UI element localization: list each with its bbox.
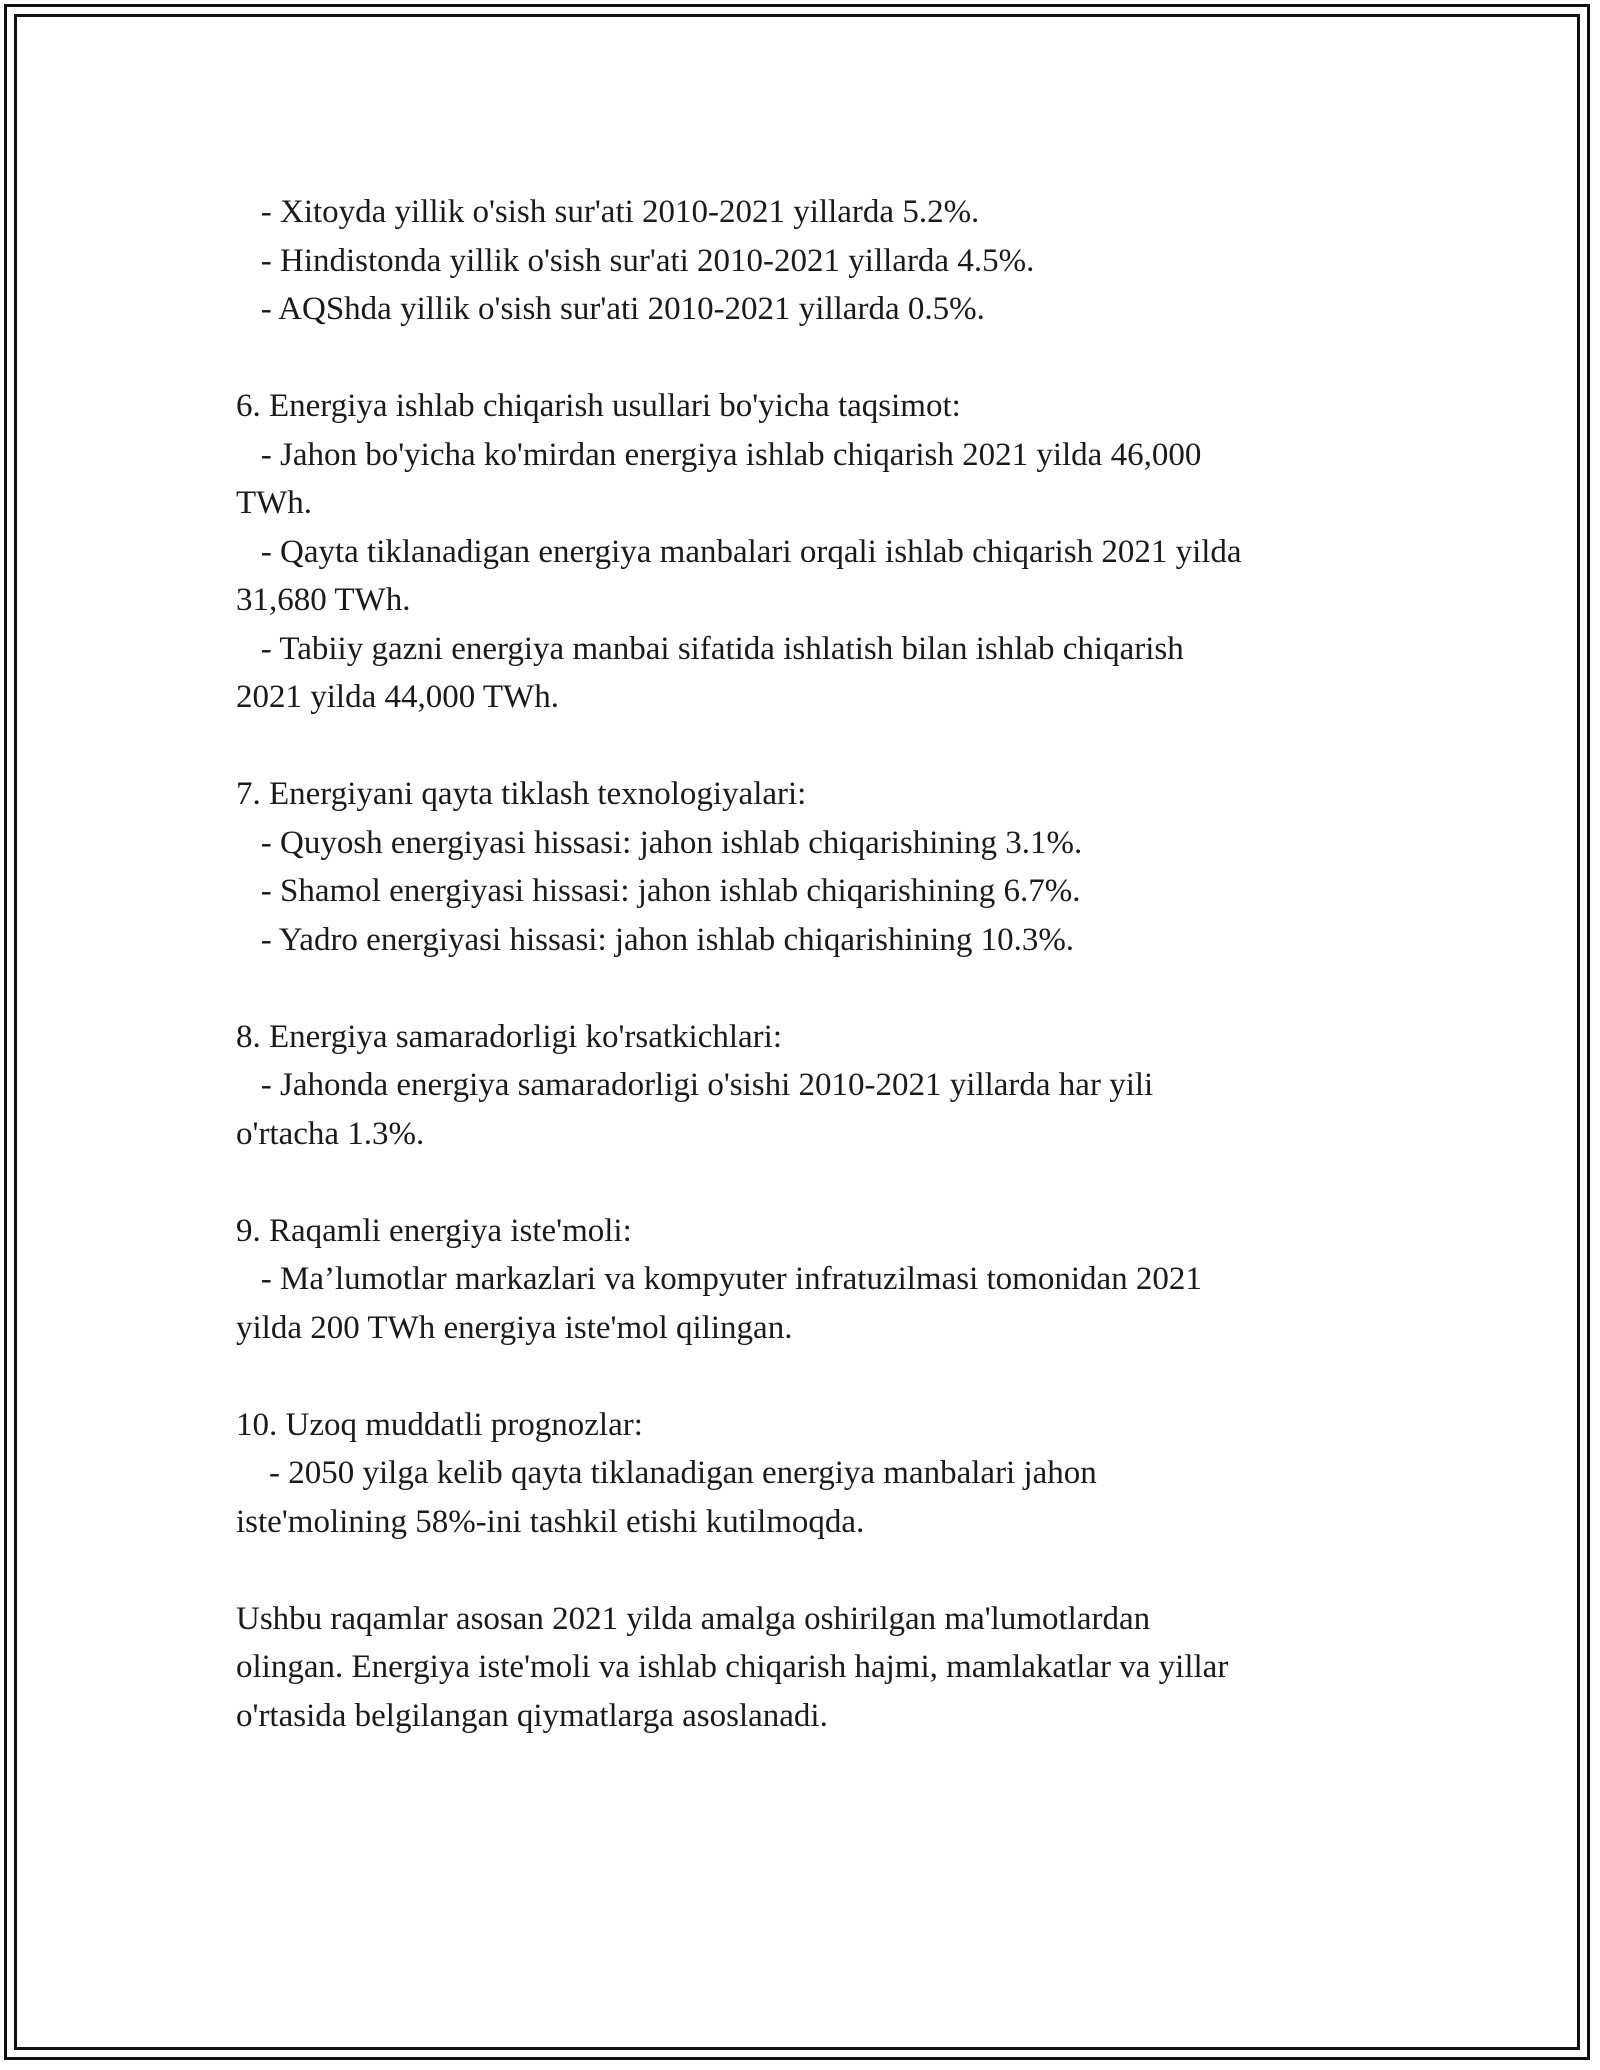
list-item: - Jahonda energiya samaradorligi o'sishi 2010-2021 yillarda har yili <box>236 1067 1154 1103</box>
list-item-continuation: iste'molining 58%-ini tashkil etishi kutilmoqda. <box>236 1503 865 1540</box>
list-item-continuation: TWh. <box>236 485 313 521</box>
document-body <box>236 188 1366 1740</box>
paragraph-gap <box>236 1352 1366 1401</box>
paragraph-gap <box>236 334 1366 383</box>
list-item: - Quyosh energiyasi hissasi: jahon ishlab chiqarishining 3.1%. <box>236 824 1083 861</box>
list-item: - Qayta tiklanadigan energiya manbalari orqali ishlab chiqarish 2021 yilda <box>236 533 1242 570</box>
paragraph-line: Ushbu raqamlar asosan 2021 yilda amalga oshirilgan ma'lumotlardan <box>236 1600 1151 1637</box>
list-item: - Yadro energiyasi hissasi: jahon ishlab chiqarishining 10.3%. <box>236 921 1075 958</box>
list-item: - Hindistonda yillik o'sish sur'ati 2010-2021 yillarda 4.5%. <box>236 242 1035 279</box>
paragraph-gap <box>236 964 1366 1013</box>
list-item: - Shamol energiyasi hissasi: jahon ishlab chiqarishining 6.7%. <box>236 873 1081 909</box>
list-item-continuation: yilda 200 TWh energiya iste'mol qilingan. <box>236 1309 793 1346</box>
list-item: - Ma’lumotlar markazlari va kompyuter infratuzilmasi tomonidan 2021 <box>236 1261 1202 1297</box>
closing-paragraph <box>236 1595 1366 1741</box>
section-heading: 6. Energiya ishlab chiqarish usullari bo'yicha taqsimot: <box>236 388 961 424</box>
paragraph-gap <box>236 1158 1366 1207</box>
section-7 <box>236 770 1366 964</box>
paragraph-gap <box>236 722 1366 771</box>
paragraph-gap <box>236 1546 1366 1595</box>
paragraph-line: o'rtasida belgilangan qiymatlarga asoslanadi. <box>236 1697 828 1734</box>
list-item-continuation: 2021 yilda 44,000 TWh. <box>236 679 559 715</box>
growth-rates-list <box>236 188 1366 334</box>
section-9 <box>236 1207 1366 1353</box>
section-10 <box>236 1401 1366 1547</box>
list-item: - Xitoyda yillik o'sish sur'ati 2010-2021 yillarda 5.2%. <box>236 194 980 230</box>
list-item-continuation: 31,680 TWh. <box>236 582 411 618</box>
section-6 <box>236 382 1366 722</box>
section-heading: 10. Uzoq muddatli prognozlar: <box>236 1406 643 1443</box>
section-heading: 8. Energiya samaradorligi ko'rsatkichlari: <box>236 1018 782 1055</box>
section-8 <box>236 1013 1366 1159</box>
list-item: - Tabiiy gazni energiya manbai sifatida ishlatish bilan ishlab chiqarish <box>236 630 1184 667</box>
list-item: - AQShda yillik o'sish sur'ati 2010-2021 yillarda 0.5%. <box>236 291 985 327</box>
section-heading: 7. Energiyani qayta tiklash texnologiyalari: <box>236 776 807 812</box>
section-heading: 9. Raqamli energiya iste'moli: <box>236 1212 632 1249</box>
paragraph-line: olingan. Energiya iste'moli va ishlab chiqarish hajmi, mamlakatlar va yillar <box>236 1649 1229 1685</box>
list-item-continuation: o'rtacha 1.3%. <box>236 1115 425 1152</box>
list-item: - 2050 yilga kelib qayta tiklanadigan energiya manbalari jahon <box>236 1455 1097 1491</box>
list-item: - Jahon bo'yicha ko'mirdan energiya ishlab chiqarish 2021 yilda 46,000 <box>236 436 1202 473</box>
